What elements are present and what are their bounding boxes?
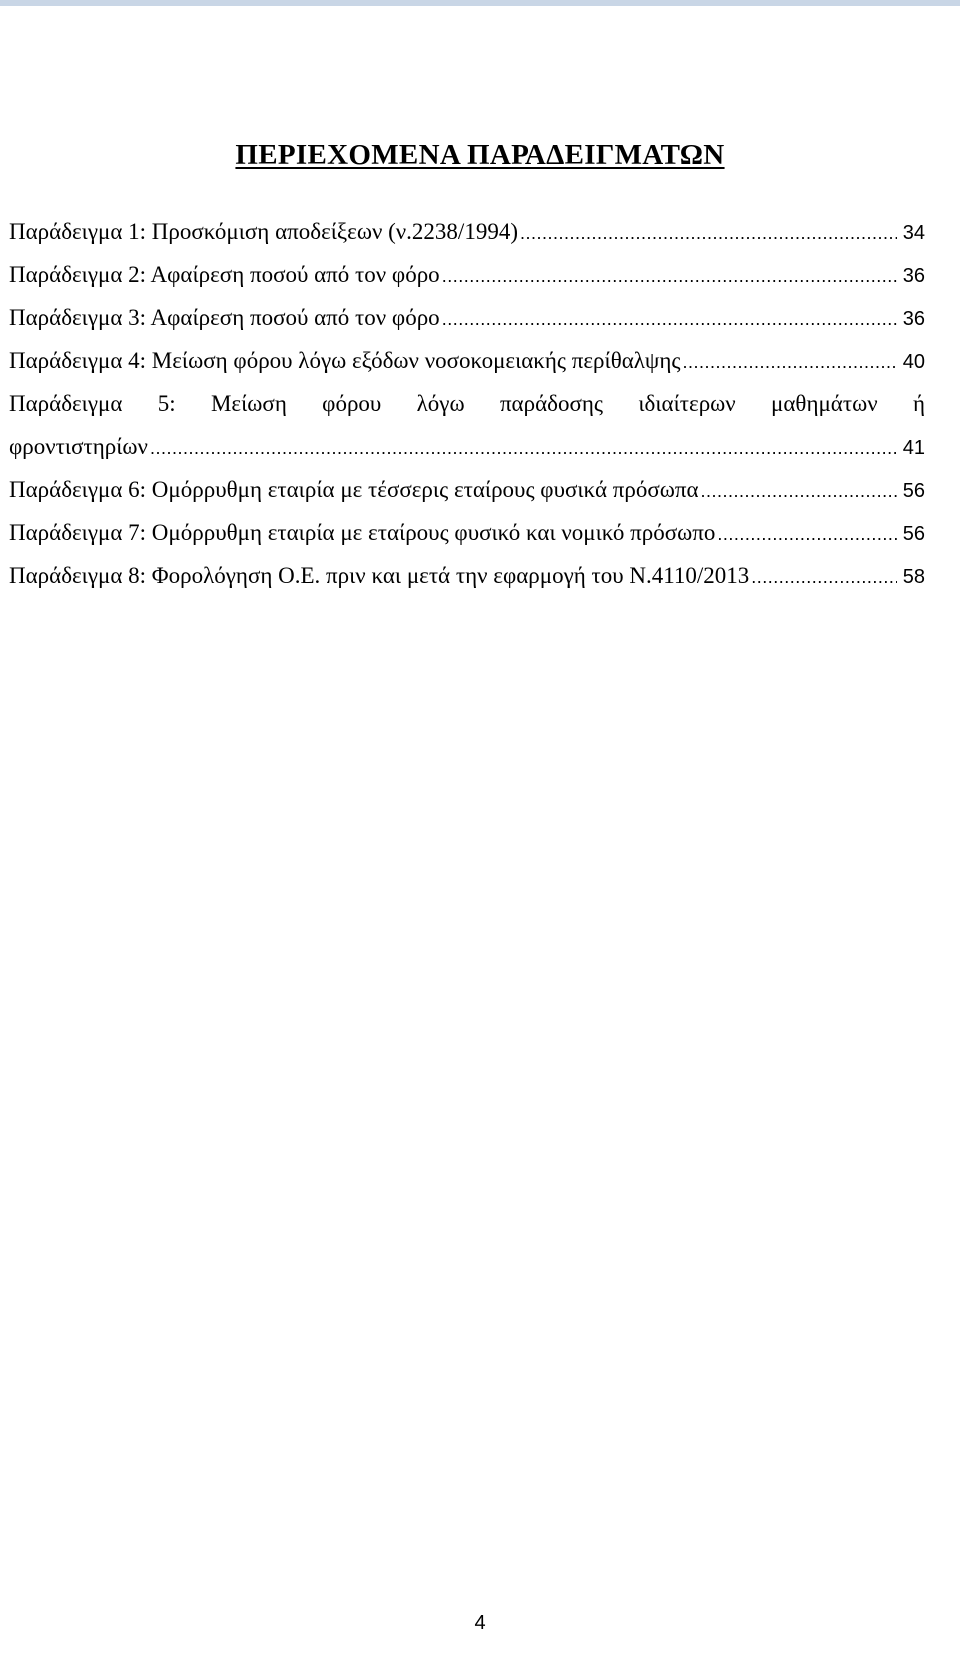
toc-entry-3[interactable] — [9, 301, 925, 334]
toc-entry-page: 36 — [902, 308, 925, 330]
toc-entry-label: Παράδειγμα 2: Αφαίρεση ποσού από τον φόρο — [9, 262, 440, 287]
toc-entry-label: Παράδειγμα 5: Μείωση φόρου λόγω παράδοσης ιδιαίτερων μαθημάτων ή — [9, 391, 925, 416]
toc-entry-label: Παράδειγμα 6: Ομόρρυθμη εταιρία με τέσσερις εταίρους φυσικά πρόσωπα — [9, 477, 699, 502]
toc-entry-5-line-1[interactable] — [9, 387, 925, 420]
dot-leader — [150, 432, 897, 465]
toc-entry-8[interactable] — [9, 559, 925, 592]
toc-entry-label: Παράδειγμα 1: Προσκόμιση αποδείξεων (ν.2238/1994) — [9, 219, 518, 244]
page-title: ΠΕΡΙΕΧΟΜΕΝΑ ΠΑΡΑΔΕΙΓΜΑΤΩΝ — [235, 139, 725, 172]
toc-entry-page: 58 — [902, 566, 925, 588]
toc-entry-7[interactable] — [9, 516, 925, 549]
toc-entry-page: 36 — [902, 265, 925, 287]
dot-leader — [701, 475, 897, 508]
toc-entry-6[interactable] — [9, 473, 925, 506]
toc-entry-1[interactable] — [9, 215, 925, 248]
toc-entry-page: 41 — [902, 437, 925, 459]
table-of-contents — [9, 215, 925, 602]
top-border — [0, 0, 960, 6]
toc-entry-5-line-2[interactable] — [9, 430, 925, 463]
toc-entry-page: 40 — [902, 351, 925, 373]
dot-leader — [520, 217, 897, 250]
toc-entry-label: Παράδειγμα 4: Μείωση φόρου λόγω εξόδων νοσοκομειακής περίθαλψης — [9, 348, 681, 373]
toc-entry-label: Παράδειγμα 7: Ομόρρυθμη εταιρία με εταίρους φυσικό και νομικό πρόσωπο — [9, 520, 716, 545]
toc-entry-page: 56 — [902, 480, 925, 502]
toc-entry-label: Παράδειγμα 8: Φορολόγηση Ο.Ε. πριν και μετά την εφαρμογή του Ν.4110/2013 — [9, 563, 750, 588]
toc-entry-label: φροντιστηρίων — [9, 434, 148, 459]
toc-entry-label: Παράδειγμα 3: Αφαίρεση ποσού από τον φόρο — [9, 305, 440, 330]
dot-leader — [717, 518, 896, 551]
toc-entry-page: 34 — [902, 222, 925, 244]
dot-leader — [751, 561, 896, 594]
toc-entry-page: 56 — [902, 523, 925, 545]
dot-leader — [682, 346, 896, 379]
page-number: 4 — [474, 1612, 486, 1634]
toc-entry-2[interactable] — [9, 258, 925, 291]
dot-leader — [442, 260, 897, 293]
toc-entry-4[interactable] — [9, 344, 925, 377]
dot-leader — [442, 303, 897, 336]
